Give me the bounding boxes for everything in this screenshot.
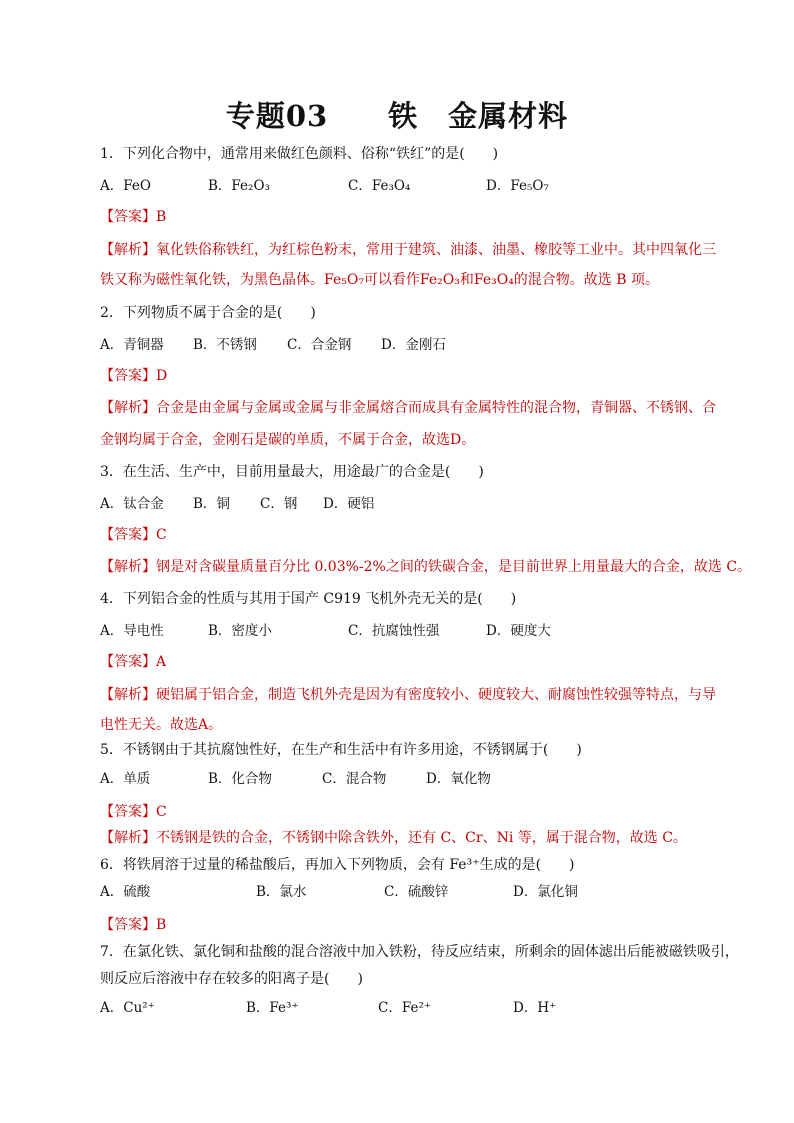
q3-answer <box>100 525 167 545</box>
q1-option-b: B．Fe₂O₃ <box>208 178 270 194</box>
question-1-stem: 1．下列化合物中，通常用来做红色颜料、俗称“铁红”的是( ) <box>100 146 499 162</box>
q3-option-b: B．铜 <box>193 496 230 512</box>
q4-option-b: B．密度小 <box>208 623 272 639</box>
q1-option-c: C．Fe₃O₄ <box>348 178 411 194</box>
question-7-stem-line-1: 7．在氯化铁、氯化铜和盐酸的混合溶液中加入铁粉，待反应结束，所剩余的固体滤出后能被磁铁吸引， <box>100 944 739 960</box>
q5-explanation-line-1 <box>100 828 687 848</box>
explain-label: 【解析】 <box>100 830 156 846</box>
q4-explanation-line-2: 电性无关。故选A。 <box>100 717 223 733</box>
q1-explanation-line-1 <box>100 240 716 260</box>
q7-option-c: C．Fe²⁺ <box>378 1000 431 1016</box>
q2-option-d: D．金刚石 <box>381 337 446 353</box>
q5-answer <box>100 802 167 822</box>
q3-option-a: A．钛合金 <box>100 496 164 512</box>
q2-option-b: B．不锈钢 <box>193 337 257 353</box>
q4-option-a: A．导电性 <box>100 623 164 639</box>
q1-answer <box>100 207 166 227</box>
q3-option-d: D．硬铝 <box>323 496 375 512</box>
q5-option-d: D．氧化物 <box>426 771 491 787</box>
answer-value: B <box>156 209 167 225</box>
question-3-stem: 3．在生活、生产中，目前用量最大，用途最广的合金是( ) <box>100 464 484 480</box>
q4-option-c: C．抗腐蚀性强 <box>348 623 440 639</box>
answer-label: 【答案】 <box>100 804 156 820</box>
q2-explanation-line-2: 金钢均属于合金，金刚石是碳的单质，不属于合金，故选D。 <box>100 432 476 448</box>
q1-option-a: A．FeO <box>100 178 151 194</box>
q1-explanation-text-1: 氧化铁俗称铁红，为红棕色粉末，常用于建筑、油漆、油墨、橡胶等工业中。其中四氧化三 <box>156 242 716 258</box>
q6-option-d: D．氯化铜 <box>513 884 578 900</box>
page-title: 专题03 铁 金属材料 <box>225 99 569 133</box>
explain-label: 【解析】 <box>100 242 156 258</box>
q3-explanation-text-1: 钢是对含碳量质量百分比 0.03%-2%之间的铁碳合金，是目前世界上用量最大的合金，故选 C。 <box>156 559 752 575</box>
q5-explanation-text-1: 不锈钢是铁的合金，不锈钢中除含铁外，还有 C、Cr、Ni 等，属于混合物，故选 C。 <box>156 830 687 846</box>
q7-option-b: B．Fe³⁺ <box>246 1000 299 1016</box>
q1-explanation-line-2: 铁又称为磁性氧化铁，为黑色晶体。Fe₅O₇可以看作Fe₂O₃和Fe₃O₄的混合物。故选 B 项。 <box>100 272 659 288</box>
q5-option-a: A．单质 <box>100 771 151 787</box>
q6-option-a: A．硫酸 <box>100 884 151 900</box>
q4-answer <box>100 652 166 672</box>
answer-label: 【答案】 <box>100 527 156 543</box>
q4-option-d: D．硬度大 <box>486 623 551 639</box>
q3-option-c: C．钢 <box>260 496 298 512</box>
q3-explanation-line-1 <box>100 557 751 577</box>
question-7-stem-line-2: 则反应后溶液中存在较多的阳离子是( ) <box>100 971 363 987</box>
answer-value: D <box>156 368 168 384</box>
explain-label: 【解析】 <box>100 400 156 416</box>
question-4-stem: 4．下列铝合金的性质与其用于国产 C919 飞机外壳无关的是( ) <box>100 591 517 607</box>
q2-answer <box>100 366 167 386</box>
explain-label: 【解析】 <box>100 687 156 703</box>
q6-answer <box>100 915 166 935</box>
answer-label: 【答案】 <box>100 654 156 670</box>
answer-value: C <box>156 804 167 820</box>
question-6-stem: 6．将铁屑溶于过量的稀盐酸后，再加入下列物质，会有 Fe³⁺生成的是( ) <box>100 857 575 873</box>
q7-option-d: D．H⁺ <box>513 1000 557 1016</box>
answer-label: 【答案】 <box>100 917 156 933</box>
q2-option-c: C．合金钢 <box>287 337 352 353</box>
answer-value: C <box>156 527 167 543</box>
question-2-stem: 2．下列物质不属于合金的是( ) <box>100 305 316 321</box>
q2-option-a: A．青铜器 <box>100 337 164 353</box>
answer-label: 【答案】 <box>100 368 156 384</box>
answer-value: B <box>156 917 167 933</box>
q4-explanation-text-1: 硬铝属于铝合金，制造飞机外壳是因为有密度较小、硬度较大、耐腐蚀性较强等特点，与导 <box>156 687 716 703</box>
explain-label: 【解析】 <box>100 559 156 575</box>
q6-option-c: C．硫酸锌 <box>384 884 449 900</box>
question-5-stem: 5．不锈钢由于其抗腐蚀性好，在生产和生活中有许多用途，不锈钢属于( ) <box>100 742 582 758</box>
q5-option-c: C．混合物 <box>322 771 387 787</box>
q2-explanation-line-1 <box>100 398 716 418</box>
answer-label: 【答案】 <box>100 209 156 225</box>
q1-option-d: D．Fe₅O₇ <box>486 178 549 194</box>
q7-option-a: A．Cu²⁺ <box>100 1000 155 1016</box>
q5-option-b: B．化合物 <box>208 771 272 787</box>
q2-explanation-text-1: 合金是由金属与金属或金属与非金属熔合而成具有金属特性的混合物，青铜器、不锈钢、合 <box>156 400 716 416</box>
q4-explanation-line-1 <box>100 685 716 705</box>
q6-option-b: B．氯水 <box>256 884 307 900</box>
answer-value: A <box>156 654 167 670</box>
